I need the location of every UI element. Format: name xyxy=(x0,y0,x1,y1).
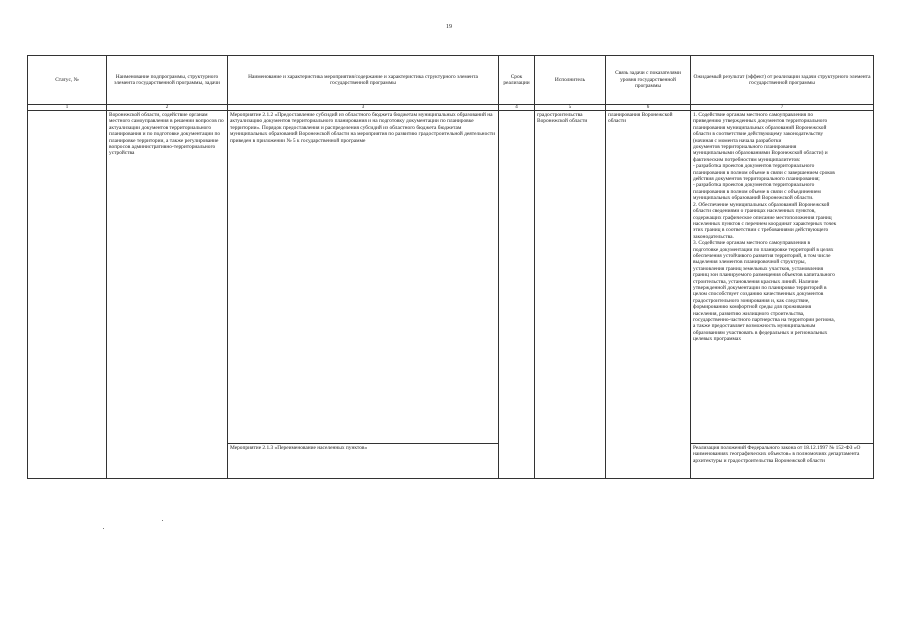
result-line: населенных пунктов с перечнем координат характерных точек xyxy=(693,220,837,227)
result-line: области в соответствие действующему законодательству xyxy=(693,131,824,138)
result-line: области сведениями о границах населенных пунктов, xyxy=(693,208,816,215)
header-measure: Наименование и характеристика мероприятия/содержание и характеристика структурного элемента государственной программы xyxy=(228,56,499,105)
column-number: 3 xyxy=(228,105,499,111)
result-cell xyxy=(691,111,874,444)
result-line: населения, развитию жилищного строительства, xyxy=(693,310,805,317)
result-line: муниципальных образований Воронежской области. xyxy=(693,195,814,202)
column-number: 6 xyxy=(606,105,691,111)
result-line: 1. Содействие органам местного самоуправления по xyxy=(693,112,814,118)
result-line: документов территориального планирования xyxy=(693,144,797,151)
column-number: 7 xyxy=(691,105,874,111)
column-number: 4 xyxy=(499,105,535,111)
result-text xyxy=(693,112,871,343)
column-number: 1 xyxy=(28,105,107,111)
measure-cell: Мероприятие 2.1.3 «Переименование населенных пунктов» xyxy=(228,444,499,479)
result-line: действия документов территориального планирования; xyxy=(693,176,820,183)
header-link: Связь задачи с показателями уровня государственной программы xyxy=(606,56,691,105)
result-line: планирования муниципальных образований Воронежской xyxy=(693,124,827,131)
column-number: 5 xyxy=(535,105,606,111)
scan-speck xyxy=(103,528,104,529)
table-row xyxy=(28,111,874,444)
column-number: 2 xyxy=(107,105,228,111)
result-cell: Реализация положений Федерального закона от 18.12.1997 № 152-ФЗ «О наименованиях географических объектов» в полномочиях департамента архитектуры и градостроительства Воронежской области xyxy=(691,444,874,479)
executor-cell: градостроительства Воронежской области xyxy=(535,111,606,479)
scan-speck xyxy=(162,520,163,521)
result-line: 3. Содействие органам местного самоуправления в xyxy=(693,240,811,247)
result-line: а также предоставляет возможность муниципальным xyxy=(693,323,816,330)
result-line: - разработка проектов документов территориального xyxy=(693,163,815,170)
result-line: законодательства. xyxy=(693,233,734,240)
header-result: Ожидаемый результат (эффект) от реализации задачи структурного элемента государственной программы xyxy=(691,56,874,105)
header-status: Статус, № xyxy=(28,56,107,105)
link-cell: планирования Воронежской области xyxy=(606,111,691,479)
result-line: государственно-частного партнерства на территории региона, xyxy=(693,317,836,323)
result-line: приведению утвержденных документов территориального xyxy=(693,118,828,125)
term-cell xyxy=(499,111,535,479)
result-line: целом способствует созданию качественных документов xyxy=(693,291,824,298)
header-executor: Исполнитель xyxy=(535,56,606,105)
result-line: выделения элементов планировочной структуры, xyxy=(693,259,806,266)
result-line: установления границ земельных участков, установления xyxy=(693,265,824,272)
header-row xyxy=(28,56,874,105)
result-line: планирования в полном объеме в связи с объединением xyxy=(693,188,821,195)
result-line: утвержденной документации по планировке территорий в xyxy=(693,284,827,291)
result-line: содержащих графическое описание местоположения границ xyxy=(693,214,832,221)
result-line: 2. Обеспечение муниципальных образований Воронежской xyxy=(693,201,830,208)
result-line: строительства, установления красных линий. Наличие xyxy=(693,278,819,285)
result-line: муниципальными образованиями Воронежской области) и xyxy=(693,150,828,157)
result-line: образованиям участвовать в федеральных и региональных xyxy=(693,329,828,336)
measure-cell: Мероприятие 2.1.2 «Предоставление субсидий из областного бюджета бюджетам муниципальных образований на актуализацию документов территориального планирования и на подготовку документации по планировке территории». Порядок предоставления и распределения субсидий из областного бюджета бюджетам муниципальных образований Воронежской области на мероприятия по развитию градостроительной деятельности приведен в приложении № 5 к государственной программе xyxy=(228,111,499,444)
header-term: Срок реализации xyxy=(499,56,535,105)
result-line: целевых программах xyxy=(693,336,742,343)
status-cell xyxy=(28,111,107,479)
result-line: планирования в полном объеме в связи с завершением сроков xyxy=(693,169,835,176)
result-line: подготовке документации по планировке территорий в целях xyxy=(693,246,834,253)
result-line: фактическим потребностям муниципалитетов: xyxy=(693,156,801,163)
result-line: градостроительного зонирования и, как следствие, xyxy=(693,297,810,304)
result-line: - разработка проектов документов территориального xyxy=(693,182,815,189)
page-number: 19 xyxy=(446,24,452,30)
header-task: Наименование подпрограммы, структурного элемента государственной программы, задачи xyxy=(107,56,228,105)
result-line: формированию комфортной среды для проживания xyxy=(693,304,812,311)
task-cell: Воронежской области, содействие органам местного самоуправления в решении вопросов по актуализации документов территориального планирования и по подготовке документации по планировке территории, а также регулирование вопросов административно-территориального устройства xyxy=(107,111,228,479)
result-line: (начиная с момента начала разработки xyxy=(693,137,782,144)
program-table xyxy=(27,55,874,479)
result-line: этих границ в соответствии с требованиями действующего xyxy=(693,227,829,234)
result-line: обеспечения устойчивого развития территорий, в том числе xyxy=(693,252,831,259)
result-line: границ зон планируемого размещения объектов капитального xyxy=(693,272,835,279)
